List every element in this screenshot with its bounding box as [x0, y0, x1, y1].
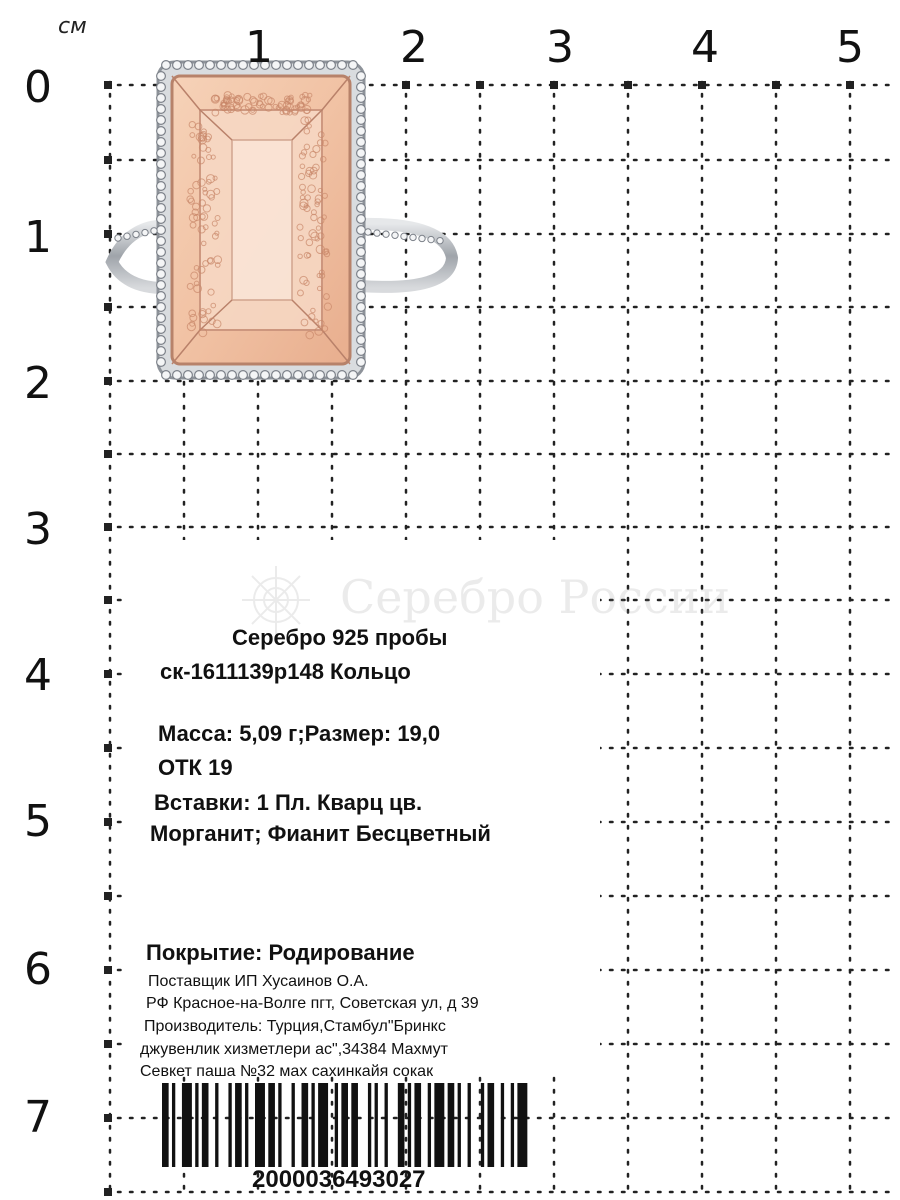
- product-otk: ОТК 19: [158, 755, 233, 780]
- barcode-bar: [511, 1083, 514, 1167]
- halo-stone: [338, 371, 347, 380]
- grid-tick-mark: [846, 81, 854, 89]
- y-axis-label-4: 4: [24, 650, 52, 701]
- halo-stone: [228, 61, 237, 70]
- halo-stone: [294, 61, 303, 70]
- halo-stone: [357, 358, 366, 367]
- axis-unit-label: см: [58, 14, 87, 39]
- y-axis-label-5: 5: [24, 796, 52, 847]
- halo-stone: [173, 371, 182, 380]
- halo-stone: [206, 371, 215, 380]
- stone-inner-facet: [232, 140, 292, 300]
- halo-stone: [157, 94, 166, 103]
- halo-stone: [305, 61, 314, 70]
- x-axis-label-3: 3: [546, 22, 574, 73]
- halo-stone: [357, 72, 366, 81]
- shank-stone: [419, 235, 425, 241]
- halo-stone: [157, 204, 166, 213]
- grid-tick-mark: [104, 818, 112, 826]
- halo-stone: [316, 61, 325, 70]
- product-inserts-line2: Морганит; Фианит Бесцветный: [150, 821, 491, 846]
- halo-stone: [357, 83, 366, 92]
- shank-stone: [392, 232, 398, 238]
- grid-tick-mark: [698, 81, 706, 89]
- barcode-bar: [195, 1083, 198, 1167]
- supplier-line-1: Поставщик ИП Хусаинов О.А.: [148, 973, 369, 990]
- barcode-bar: [408, 1083, 411, 1167]
- barcode-bar: [245, 1083, 248, 1167]
- halo-stone: [357, 116, 366, 125]
- halo-stone: [206, 61, 215, 70]
- shank-stone: [401, 233, 407, 239]
- halo-stone: [157, 270, 166, 279]
- halo-stone: [357, 248, 366, 257]
- barcode-bar: [448, 1083, 455, 1167]
- halo-stone: [157, 138, 166, 147]
- barcode-bar: [351, 1083, 358, 1167]
- barcode-bar: [368, 1083, 371, 1167]
- halo-stone: [357, 94, 366, 103]
- halo-stone: [157, 248, 166, 257]
- halo-stone: [283, 61, 292, 70]
- halo-stone: [316, 371, 325, 380]
- halo-stone: [338, 61, 347, 70]
- halo-stone: [357, 204, 366, 213]
- halo-stone: [357, 314, 366, 323]
- halo-stone: [157, 226, 166, 235]
- halo-stone: [228, 371, 237, 380]
- halo-stone: [357, 270, 366, 279]
- barcode-bar: [398, 1083, 405, 1167]
- y-axis-label-6: 6: [24, 944, 52, 995]
- halo-stone: [250, 371, 259, 380]
- y-axis-label-7: 7: [24, 1092, 52, 1143]
- halo-stone: [357, 259, 366, 268]
- halo-stone: [357, 347, 366, 356]
- x-axis-label-4: 4: [691, 22, 719, 73]
- halo-stone: [157, 193, 166, 202]
- halo-stone: [157, 105, 166, 114]
- barcode-bar: [162, 1083, 169, 1167]
- shank-stone: [365, 229, 371, 235]
- barcode-number: 2000036493027: [252, 1166, 426, 1193]
- barcode-bar: [517, 1083, 527, 1167]
- halo-stone: [157, 259, 166, 268]
- halo-stone: [239, 371, 248, 380]
- halo-stone: [157, 303, 166, 312]
- halo-stone: [357, 182, 366, 191]
- shank-stone: [428, 236, 434, 242]
- halo-stone: [157, 347, 166, 356]
- y-axis-label-0: 0: [24, 62, 52, 113]
- barcode-bar: [481, 1083, 484, 1167]
- halo-stone: [184, 371, 193, 380]
- supplier-line-2: РФ Красное-на-Волге пгт, Советская ул, д 39: [146, 995, 479, 1012]
- halo-stone: [157, 336, 166, 345]
- halo-stone: [195, 371, 204, 380]
- halo-stone: [217, 371, 226, 380]
- y-axis-label-3: 3: [24, 504, 52, 555]
- shank-stone: [115, 235, 121, 241]
- halo-stone: [162, 61, 171, 70]
- barcode-bar: [428, 1083, 431, 1167]
- halo-stone: [157, 314, 166, 323]
- y-axis-label-1: 1: [24, 212, 52, 263]
- barcode-bar: [458, 1083, 461, 1167]
- halo-stone: [357, 281, 366, 290]
- barcode-bar: [278, 1083, 281, 1167]
- grid-tick-mark: [624, 81, 632, 89]
- halo-stone: [283, 371, 292, 380]
- barcode-bar: [468, 1083, 471, 1167]
- halo-stone: [157, 72, 166, 81]
- halo-stone: [327, 371, 336, 380]
- halo-stone: [157, 325, 166, 334]
- shank-stone: [151, 228, 157, 234]
- barcode-bar: [341, 1083, 348, 1167]
- barcode-bar: [172, 1083, 175, 1167]
- product-article: ск-1611139р148 Кольцо: [160, 659, 411, 684]
- supplier-line-3: Производитель: Турция,Стамбул"Бринкс: [144, 1018, 446, 1035]
- barcode-bar: [501, 1083, 504, 1167]
- x-axis-label-1: 1: [245, 22, 273, 73]
- halo-stone: [261, 371, 270, 380]
- shank-stone: [437, 237, 443, 243]
- shank-stone: [142, 229, 148, 235]
- barcode-bar: [235, 1083, 242, 1167]
- shank-stone: [133, 231, 139, 237]
- halo-stone: [327, 61, 336, 70]
- barcode-bar: [414, 1083, 421, 1167]
- grid-tick-mark: [104, 230, 112, 238]
- halo-stone: [357, 149, 366, 158]
- barcode-bar: [375, 1083, 378, 1167]
- supplier-line-4: джувенлик хизметлери ас",34384 Махмут: [140, 1041, 448, 1058]
- halo-stone: [349, 371, 358, 380]
- halo-stone: [357, 138, 366, 147]
- barcode-bar: [318, 1083, 328, 1167]
- halo-stone: [157, 149, 166, 158]
- barcode-bar: [202, 1083, 209, 1167]
- halo-stone: [349, 61, 358, 70]
- halo-stone: [357, 336, 366, 345]
- halo-stone: [157, 171, 166, 180]
- product-title: Серебро 925 пробы: [232, 625, 448, 650]
- x-axis-label-5: 5: [836, 22, 864, 73]
- product-mass-size: Масса: 5,09 г;Размер: 19,0: [158, 721, 441, 746]
- halo-stone: [217, 61, 226, 70]
- halo-stone: [357, 226, 366, 235]
- halo-stone: [157, 182, 166, 191]
- y-axis-label-2: 2: [24, 358, 52, 409]
- barcode-bar: [268, 1083, 275, 1167]
- halo-stone: [357, 292, 366, 301]
- halo-stone: [357, 325, 366, 334]
- barcode-bar: [488, 1083, 495, 1167]
- halo-stone: [162, 371, 171, 380]
- shank-stone: [383, 231, 389, 237]
- x-axis-label-2: 2: [400, 22, 428, 73]
- watermark-text: Серебро России: [340, 570, 731, 624]
- halo-stone: [195, 61, 204, 70]
- supplier-line-5: Севкет паша №32 мах сахинкайя сокак: [140, 1063, 434, 1079]
- grid-tick-mark: [476, 81, 484, 89]
- halo-stone: [357, 127, 366, 136]
- halo-stone: [305, 371, 314, 380]
- halo-stone: [357, 237, 366, 246]
- halo-stone: [184, 61, 193, 70]
- halo-stone: [157, 127, 166, 136]
- halo-stone: [272, 371, 281, 380]
- halo-stone: [157, 237, 166, 246]
- barcode-bar: [228, 1083, 231, 1167]
- halo-stone: [157, 292, 166, 301]
- halo-stone: [357, 105, 366, 114]
- halo-stone: [357, 160, 366, 169]
- halo-stone: [357, 303, 366, 312]
- barcode-bar: [335, 1083, 338, 1167]
- ring-image: [112, 61, 452, 380]
- product-coating: Покрытие: Родирование: [146, 940, 415, 965]
- barcode-icon: [160, 1083, 536, 1167]
- shank-stone: [374, 230, 380, 236]
- halo-stone: [157, 116, 166, 125]
- barcode-bar: [311, 1083, 314, 1167]
- barcode-bar: [434, 1083, 444, 1167]
- grid-tick-mark: [550, 81, 558, 89]
- barcode-bar: [292, 1083, 295, 1167]
- halo-stone: [357, 171, 366, 180]
- halo-stone: [157, 358, 166, 367]
- halo-stone: [157, 281, 166, 290]
- halo-stone: [173, 61, 182, 70]
- shank-stone: [124, 233, 130, 239]
- halo-stone: [157, 160, 166, 169]
- grid-tick-mark: [402, 81, 410, 89]
- barcode-bar: [182, 1083, 192, 1167]
- halo-stone: [294, 371, 303, 380]
- shank-stone: [410, 234, 416, 240]
- barcode-bar: [255, 1083, 265, 1167]
- barcode-bar: [215, 1083, 218, 1167]
- product-inserts-line1: Вставки: 1 Пл. Кварц цв.: [154, 790, 423, 815]
- halo-stone: [357, 193, 366, 202]
- halo-stone: [357, 215, 366, 224]
- barcode-bar: [385, 1083, 388, 1167]
- halo-stone: [157, 83, 166, 92]
- barcode-bar: [302, 1083, 309, 1167]
- grid-tick-mark: [772, 81, 780, 89]
- halo-stone: [157, 215, 166, 224]
